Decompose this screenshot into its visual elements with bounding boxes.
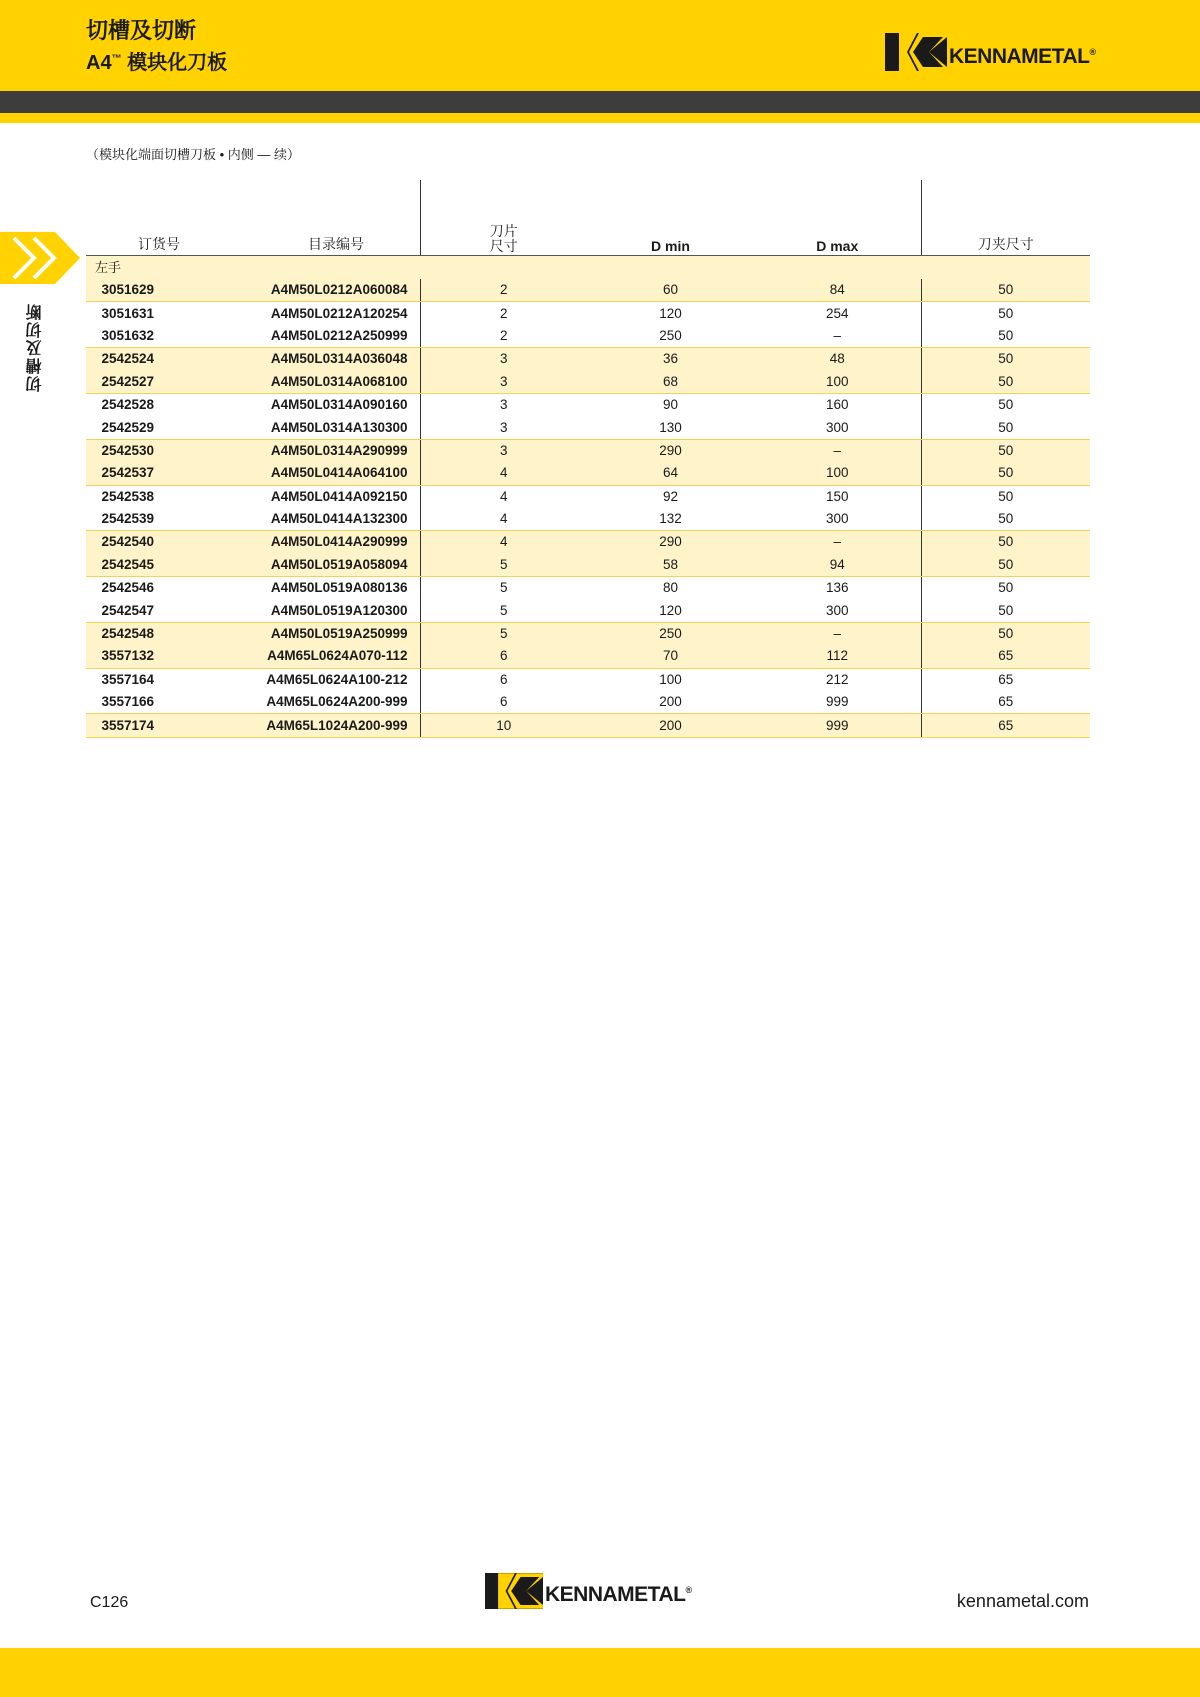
cell-catalog-no: A4M50L0519A250999 [180, 622, 420, 645]
header-d-max: D max [754, 180, 921, 256]
table-row [86, 508, 1090, 531]
cell-catalog-no: A4M50L0519A058094 [180, 554, 420, 577]
cell-insert-size: 6 [499, 671, 508, 687]
cell-d-max: 999 [754, 714, 921, 737]
cell-d-min: 200 [587, 714, 754, 737]
table-row [86, 302, 1090, 325]
cell-insert-size: 6 [420, 645, 587, 668]
cell-clamp-size: 50 [921, 279, 1090, 302]
chevron-right-icon [0, 232, 80, 284]
cell-d-min: 130 [587, 416, 754, 439]
table-row [86, 393, 1090, 416]
cell-d-min: 80 [662, 580, 679, 596]
cell-order-no: 2542538 [101, 488, 154, 504]
cell-insert-size: 2 [499, 305, 508, 321]
trademark-symbol: ™ [111, 53, 122, 65]
cell-d-max: 254 [754, 302, 921, 325]
group-label: 左手 [86, 256, 1090, 280]
cell-order-no: 2542528 [101, 397, 154, 413]
cell-d-min: 120 [587, 599, 754, 622]
cell-d-max: 112 [754, 645, 921, 668]
cell-insert-size: 4 [499, 488, 508, 504]
cell-d-min: 58 [587, 554, 754, 577]
cell-clamp-size: 50 [921, 462, 1090, 485]
cell-catalog-no: A4M50L0212A060084 [180, 279, 420, 302]
cell-insert-size: 6 [420, 691, 587, 714]
footer-k-mark-icon [485, 1573, 543, 1609]
table-row [86, 279, 1090, 302]
product-table [86, 180, 1090, 738]
table-row [86, 371, 1090, 394]
cell-d-max: 100 [754, 371, 921, 394]
cell-insert-size: 2 [420, 279, 587, 302]
footer-brand-wordmark: KENNAMETAL® [545, 1583, 692, 1606]
footer-band [0, 1648, 1200, 1697]
cell-clamp-size: 65 [921, 691, 1090, 714]
cell-insert-size: 3 [420, 371, 587, 394]
cell-order-no: 3557132 [86, 645, 180, 668]
header-yellow-stripe [0, 113, 1200, 123]
cell-insert-size: 5 [420, 554, 587, 577]
table-row [86, 462, 1090, 485]
brand-wordmark: KENNAMETAL® [949, 45, 1096, 68]
cell-clamp-size: 50 [921, 348, 1090, 371]
cell-order-no: 2542530 [86, 439, 180, 462]
cell-catalog-no: A4M50L0414A064100 [180, 462, 420, 485]
cell-catalog-no: A4M50L0314A090160 [180, 393, 420, 416]
cell-d-min: 120 [659, 305, 682, 321]
table-row [86, 599, 1090, 622]
page-title: 切槽及切断 [86, 18, 197, 43]
cell-clamp-size: 50 [921, 599, 1090, 622]
table-row [86, 325, 1090, 348]
cell-order-no: 2542547 [86, 599, 180, 622]
cell-clamp-size: 50 [921, 416, 1090, 439]
cell-d-min: 100 [659, 671, 682, 687]
cell-insert-size: 4 [420, 531, 587, 554]
cell-catalog-no: A4M50L0212A120254 [180, 302, 420, 325]
cell-order-no: 2542548 [86, 622, 180, 645]
cell-d-min: 250 [587, 622, 754, 645]
table-row [86, 645, 1090, 668]
cell-insert-size: 5 [420, 599, 587, 622]
cell-d-max: 150 [754, 485, 921, 508]
continued-note: （模块化端面切槽刀板 • 内侧 — 续） [86, 147, 300, 162]
cell-d-min: 70 [587, 645, 754, 668]
cell-catalog-no: A4M65L1024A200-999 [180, 714, 420, 737]
cell-d-max: 300 [754, 416, 921, 439]
cell-insert-size: 3 [420, 348, 587, 371]
side-chevron-tab [0, 232, 80, 284]
cell-d-min: 200 [587, 691, 754, 714]
cell-clamp-size: 50 [921, 371, 1090, 394]
cell-clamp-size: 50 [998, 397, 1014, 413]
cell-d-min: 132 [587, 508, 754, 531]
cell-insert-size: 5 [499, 580, 508, 596]
header-catalog-no: 目录编号 [180, 180, 420, 256]
table-row [86, 554, 1090, 577]
cell-clamp-size: 65 [998, 671, 1014, 687]
header-insert-size: 刀片 尺寸 [420, 180, 587, 256]
table-row [86, 439, 1090, 462]
cell-d-max: 160 [754, 393, 921, 416]
cell-d-max: 100 [754, 462, 921, 485]
cell-order-no: 2542546 [101, 580, 154, 596]
footer-kennametal-logo [485, 1573, 692, 1609]
table-row [86, 714, 1090, 737]
cell-clamp-size: 50 [998, 305, 1014, 321]
cell-d-max: 84 [754, 279, 921, 302]
cell-clamp-size: 65 [921, 714, 1090, 737]
cell-catalog-no: A4M50L0519A120300 [180, 599, 420, 622]
table-header-row [86, 180, 1090, 256]
cell-d-max: – [754, 325, 921, 348]
table-row [86, 622, 1090, 645]
cell-order-no: 3051629 [86, 279, 180, 302]
cell-d-min: 36 [587, 348, 754, 371]
table-row [86, 668, 1090, 691]
cell-d-max: – [754, 439, 921, 462]
kennametal-k-mark-icon [885, 33, 947, 71]
cell-clamp-size: 50 [998, 488, 1014, 504]
cell-clamp-size: 50 [921, 622, 1090, 645]
cell-catalog-no: A4M50L0212A250999 [180, 325, 420, 348]
cell-catalog-no: A4M50L0414A132300 [180, 508, 420, 531]
cell-catalog-no: A4M50L0314A290999 [180, 439, 420, 462]
cell-clamp-size: 50 [921, 554, 1090, 577]
cell-catalog-no: A4M50L0519A080136 [180, 577, 420, 600]
cell-insert-size: 10 [420, 714, 587, 737]
cell-catalog-no: A4M50L0314A036048 [180, 348, 420, 371]
subtitle-prefix: A4 [86, 52, 112, 74]
page-number: C126 [90, 1594, 129, 1611]
cell-d-min: 290 [587, 531, 754, 554]
cell-d-min: 68 [587, 371, 754, 394]
cell-insert-size: 3 [499, 397, 508, 413]
cell-d-max: 999 [754, 691, 921, 714]
header-clamp-size: 刀夹尺寸 [921, 180, 1090, 256]
cell-catalog-no: A4M50L0314A130300 [180, 416, 420, 439]
cell-order-no: 3557174 [86, 714, 180, 737]
cell-insert-size: 5 [420, 622, 587, 645]
table-row [86, 691, 1090, 714]
cell-insert-size: 3 [420, 439, 587, 462]
group-label-row [86, 256, 1090, 280]
cell-d-min: 250 [587, 325, 754, 348]
side-section-label: 切槽及切断 [27, 302, 44, 392]
cell-order-no: 2542540 [86, 531, 180, 554]
cell-insert-size: 4 [420, 462, 587, 485]
cell-order-no: 2542527 [86, 371, 180, 394]
cell-d-max: 300 [754, 508, 921, 531]
table-row [86, 416, 1090, 439]
cell-d-max: 300 [754, 599, 921, 622]
cell-catalog-no: A4M65L0624A070-112 [180, 645, 420, 668]
cell-d-min: 92 [662, 488, 679, 504]
cell-d-min: 60 [587, 279, 754, 302]
cell-order-no: 2542529 [86, 416, 180, 439]
cell-d-min: 290 [587, 439, 754, 462]
cell-d-max: 136 [754, 577, 921, 600]
cell-order-no: 3557164 [101, 671, 154, 687]
header-order-no: 订货号 [86, 180, 180, 256]
cell-d-min: 64 [587, 462, 754, 485]
cell-catalog-no: A4M50L0414A092150 [180, 485, 420, 508]
cell-d-max: – [754, 622, 921, 645]
cell-insert-size: 3 [420, 416, 587, 439]
header-gray-bar [0, 91, 1200, 113]
cell-clamp-size: 50 [921, 531, 1090, 554]
cell-clamp-size: 50 [921, 439, 1090, 462]
cell-catalog-no: A4M65L0624A200-999 [180, 691, 420, 714]
cell-clamp-size: 65 [921, 645, 1090, 668]
table-row [86, 485, 1090, 508]
cell-order-no: 2542545 [86, 554, 180, 577]
cell-catalog-no: A4M50L0314A068100 [180, 371, 420, 394]
cell-order-no: 2542524 [86, 348, 180, 371]
cell-d-min: 90 [662, 397, 679, 413]
cell-d-max: – [754, 531, 921, 554]
table-row [86, 531, 1090, 554]
cell-clamp-size: 50 [921, 508, 1090, 531]
cell-d-max: 212 [754, 668, 921, 691]
cell-order-no: 2542539 [86, 508, 180, 531]
cell-order-no: 2542537 [86, 462, 180, 485]
kennametal-logo [885, 33, 1096, 71]
cell-d-max: 94 [754, 554, 921, 577]
subtitle-rest: 模块化刀板 [121, 52, 228, 74]
cell-d-max: 48 [754, 348, 921, 371]
page-subtitle [86, 46, 227, 75]
cell-insert-size: 2 [420, 325, 587, 348]
table-row [86, 577, 1090, 600]
cell-order-no: 3051631 [101, 305, 154, 321]
cell-catalog-no: A4M50L0414A290999 [180, 531, 420, 554]
cell-order-no: 3557166 [86, 691, 180, 714]
cell-clamp-size: 50 [921, 325, 1090, 348]
cell-clamp-size: 50 [998, 580, 1014, 596]
website-link[interactable]: kennametal.com [956, 1591, 1089, 1611]
cell-order-no: 3051632 [86, 325, 180, 348]
cell-catalog-no: A4M65L0624A100-212 [180, 668, 420, 691]
cell-insert-size: 4 [420, 508, 587, 531]
table-row [86, 348, 1090, 371]
header-d-min: D min [587, 180, 754, 256]
